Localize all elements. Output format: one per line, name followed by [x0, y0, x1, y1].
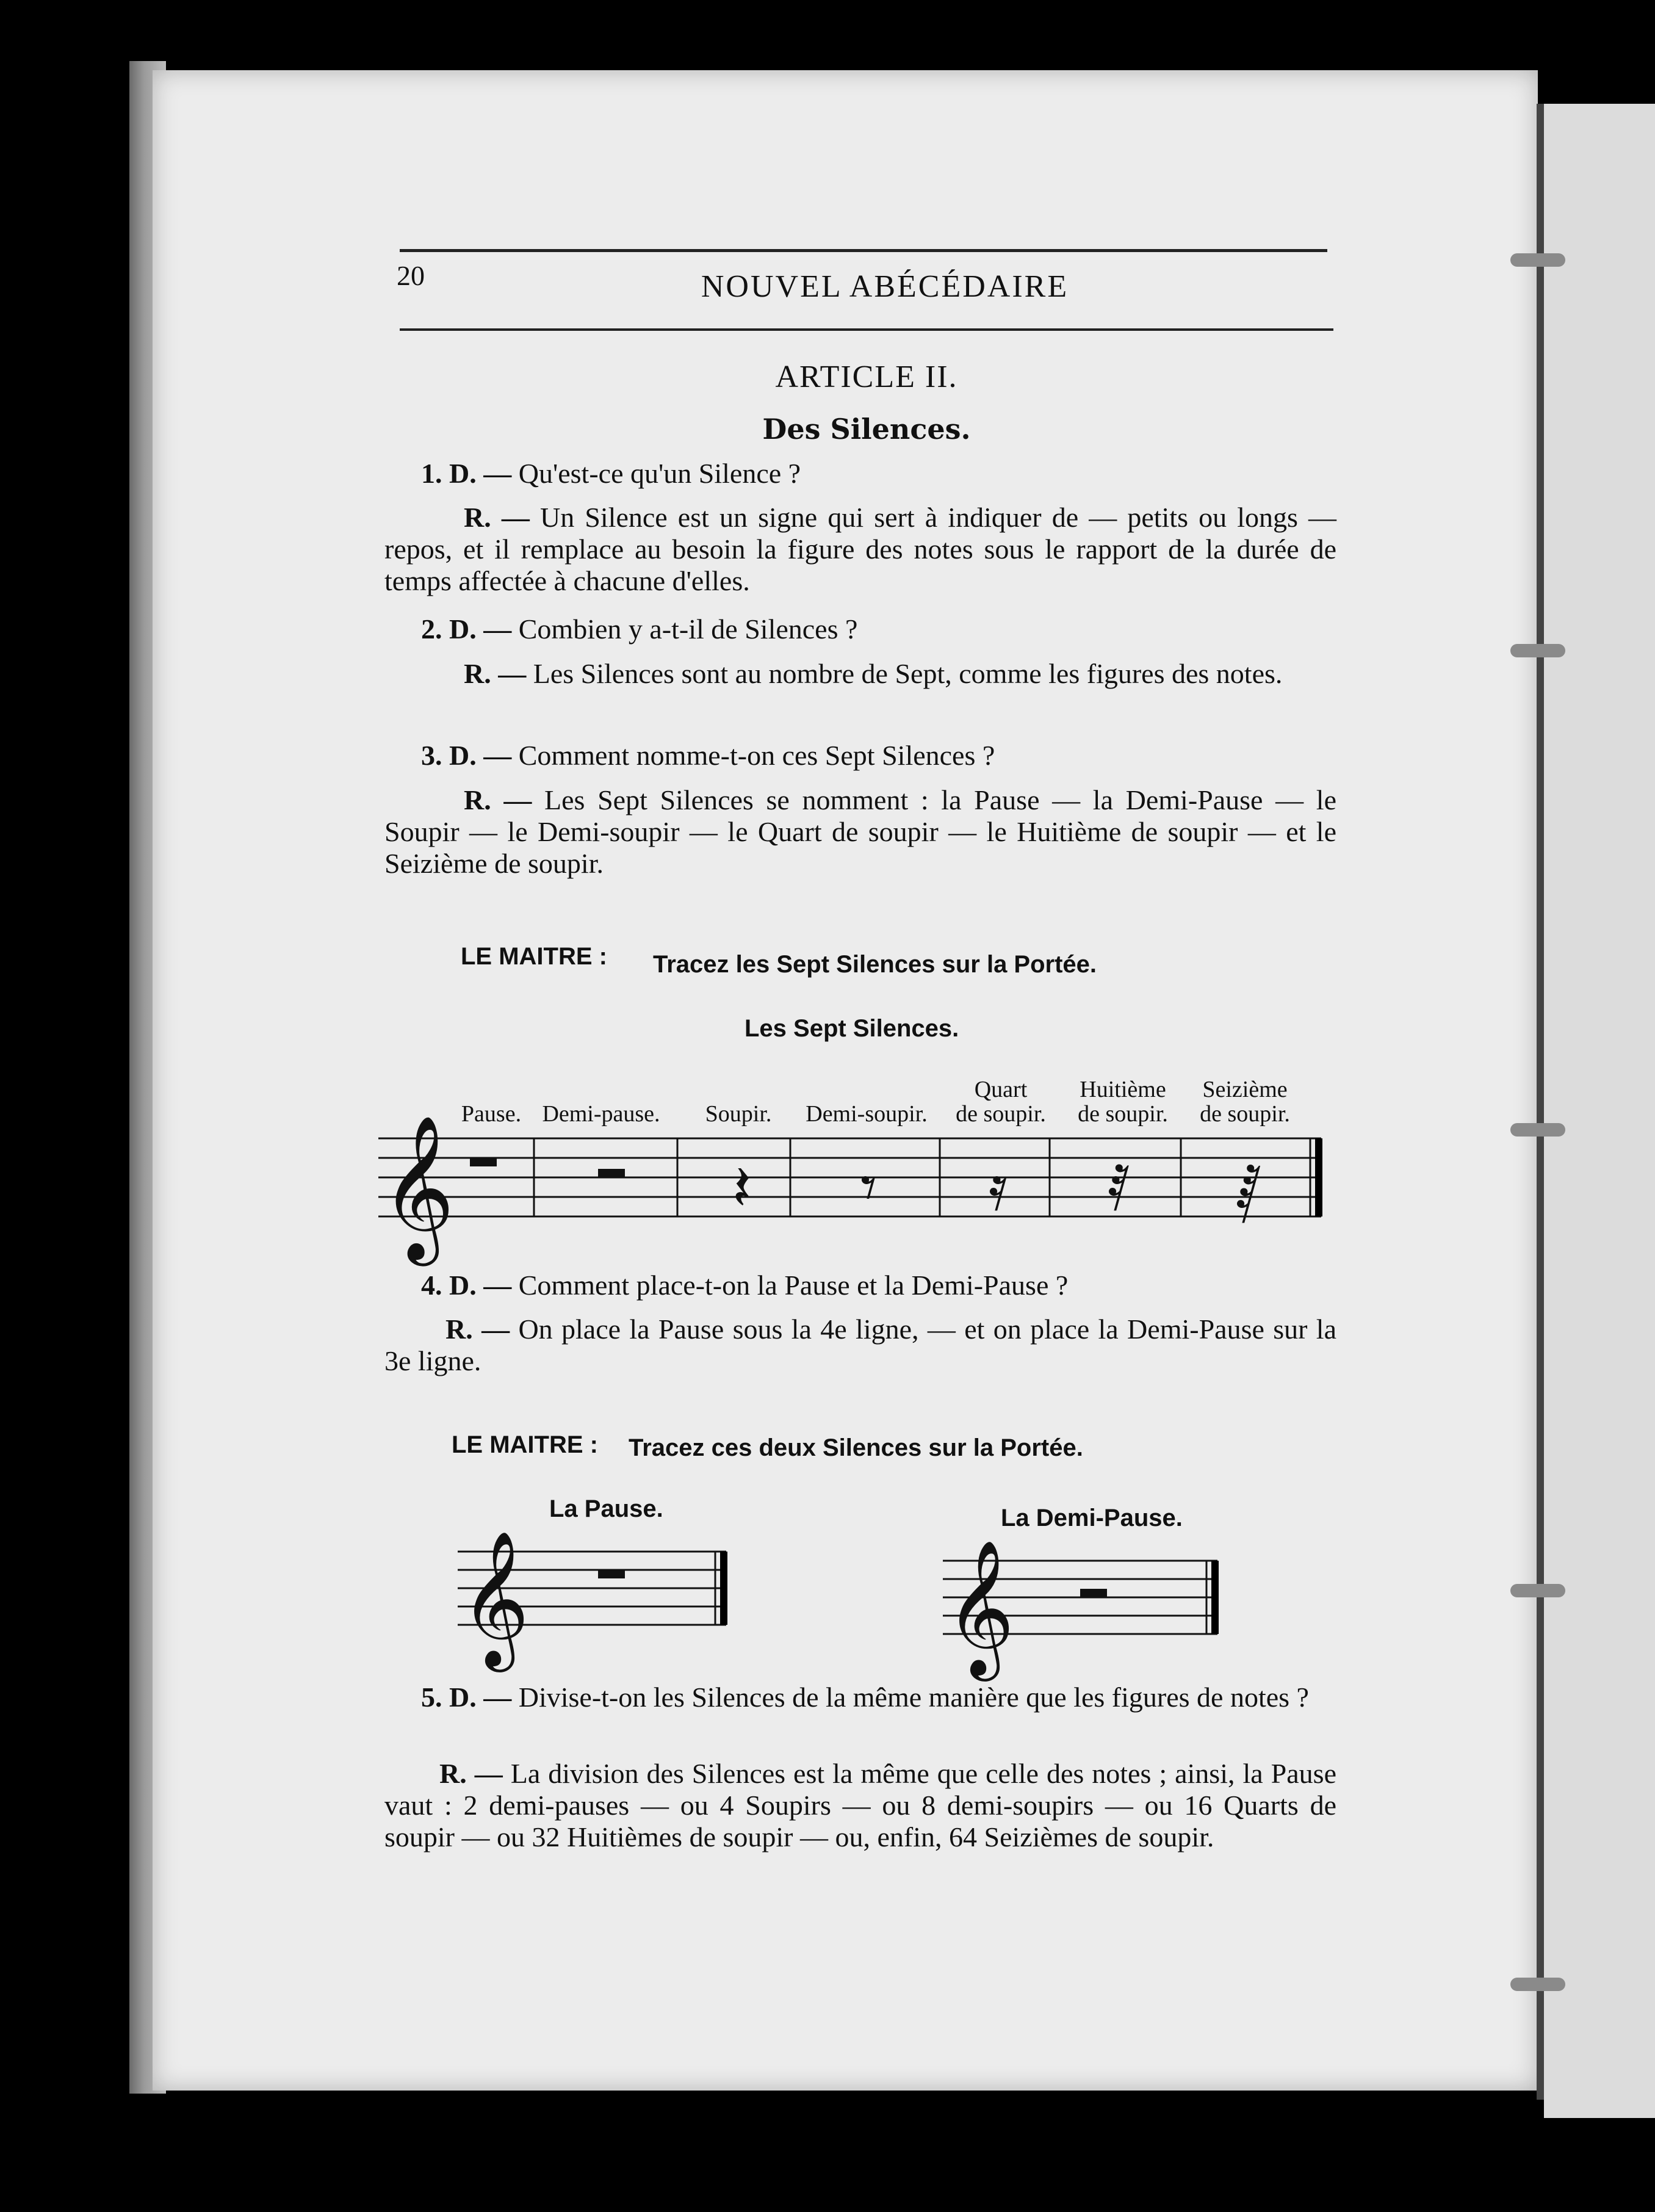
rest-label-line: Pause.	[461, 1101, 522, 1127]
answer-label: R. —	[464, 784, 532, 815]
question-text: Divise-t-on les Silences de la même manière que les figures de notes ?	[518, 1682, 1309, 1713]
treble-clef-icon: 𝄞	[460, 1530, 530, 1666]
rest-label-line: Demi-pause.	[542, 1101, 660, 1127]
rest-label-line	[531, 1077, 671, 1102]
soupir-rest: 𝄽	[732, 1152, 752, 1224]
page-fold	[1537, 104, 1544, 2100]
final-bar	[1211, 1561, 1219, 1634]
rest-label-line: de soupir.	[956, 1101, 1046, 1127]
answer-label: R. —	[439, 1758, 503, 1789]
question-number: 4. D. —	[421, 1270, 512, 1301]
question-text: Comment nomme-t-on ces Sept Silences ?	[518, 740, 995, 771]
pause-staff	[458, 1530, 738, 1666]
final-bar	[720, 1552, 727, 1625]
rest-label-line: Soupir.	[705, 1101, 772, 1127]
rest-label-line	[790, 1077, 943, 1102]
answer-label: R. —	[464, 502, 530, 533]
answer-1	[384, 502, 1336, 597]
question-3	[384, 740, 1336, 772]
rest-label	[531, 1077, 671, 1126]
answer-text: Un Silence est un signe qui sert à indiquer de — petits ou longs — repos, et il remplace au besoin la figure des notes sous le rapport de la durée de temps affectée à chacune d'elles.	[384, 502, 1337, 596]
demi-soupir-rest: 𝄾	[860, 1152, 878, 1224]
rest-label	[1184, 1077, 1306, 1126]
answer-text: Les Sept Silences se nomment : la Pause — la Demi-Pause — le Soupir — le Demi-soupir — le Quart de soupir — le Huitième de soupir — et le Seizième de soupir.	[384, 784, 1336, 879]
seven-rests-staff	[378, 1115, 1330, 1260]
next-page-edge	[1544, 104, 1655, 2118]
question-text: Comment place-t-on la Pause et la Demi-Pause ?	[518, 1270, 1069, 1301]
answer-label: R. —	[464, 658, 527, 689]
pause-rest	[470, 1158, 497, 1166]
rest-label	[439, 1077, 543, 1126]
answer-text: Les Silences sont au nombre de Sept, comme les figures des notes.	[533, 658, 1283, 689]
rest-label-line: Seizième	[1202, 1077, 1288, 1102]
final-bar	[1315, 1138, 1322, 1216]
rest-label	[943, 1077, 1059, 1126]
article-subtitle: Des Silences.	[762, 413, 971, 446]
answer-2	[384, 658, 1336, 690]
exercise-2-label: LE MAITRE :	[452, 1431, 598, 1458]
question-text: Qu'est-ce qu'un Silence ?	[518, 458, 801, 489]
binding-ring	[1510, 1584, 1565, 1597]
rest-label	[693, 1077, 784, 1126]
quart-de-soupir-rest: 𝄿	[989, 1152, 1008, 1224]
rest-label-line: de soupir.	[1078, 1101, 1168, 1127]
demi-pause-rest	[1080, 1589, 1107, 1597]
demi-pause-rest	[598, 1169, 625, 1177]
page-number: 20	[397, 260, 425, 291]
answer-3	[384, 784, 1336, 880]
rest-label	[1062, 1077, 1184, 1126]
question-4	[384, 1270, 1336, 1301]
treble-clef-icon: 𝄞	[381, 1115, 455, 1260]
answer-label: R. —	[445, 1314, 510, 1345]
demi-pause-caption: La Demi-Pause.	[1001, 1505, 1183, 1531]
demi-pause-staff	[943, 1539, 1224, 1675]
binding-ring	[1510, 1123, 1565, 1137]
seizieme-de-soupir-rest: 𝅁	[1236, 1152, 1261, 1224]
question-2	[384, 613, 1336, 645]
answer-text: On place la Pause sous la 4e ligne, — et on place la Demi-Pause sur la 3e ligne.	[384, 1314, 1337, 1376]
rest-label-line	[693, 1077, 784, 1102]
answer-text: La division des Silences est la même que celle des notes ; ainsi, la Pause vaut : 2 demi-pauses — ou 4 Soupirs — ou 8 demi-soupirs — ou 16 Quarts de soupir — ou 32 Huitièmes de soupir — ou, enfin, 64 Seizièmes de soupir.	[384, 1758, 1336, 1852]
header-rule-top	[400, 249, 1327, 252]
exercise-1-text: Tracez les Sept Silences sur la Portée.	[653, 951, 1097, 978]
answer-5	[384, 1758, 1336, 1853]
binding-ring	[1510, 644, 1565, 657]
rest-label	[790, 1077, 943, 1126]
question-number: 5. D. —	[421, 1682, 512, 1713]
treble-clef-icon: 𝄞	[945, 1539, 1015, 1675]
question-5	[384, 1682, 1336, 1713]
question-number: 1. D. —	[421, 458, 512, 489]
rest-label-line: Huitième	[1080, 1077, 1166, 1102]
exercise-1-label: LE MAITRE :	[461, 943, 607, 970]
question-text: Combien y a-t-il de Silences ?	[518, 613, 858, 645]
binding-ring	[1510, 1978, 1565, 1991]
question-1	[384, 458, 1336, 490]
binding-ring	[1510, 253, 1565, 267]
pause-rest	[598, 1570, 625, 1578]
header-rule-bottom	[400, 328, 1333, 331]
running-title: NOUVEL ABÉCÉDAIRE	[701, 269, 1069, 304]
question-number: 3. D. —	[421, 740, 512, 771]
rest-label-line	[439, 1077, 543, 1102]
article-title: ARTICLE II.	[775, 360, 958, 394]
question-number: 2. D. —	[421, 613, 512, 645]
pause-caption: La Pause.	[549, 1495, 663, 1522]
rest-label-line: Demi-soupir.	[806, 1101, 928, 1127]
exercise-2-text: Tracez ces deux Silences sur la Portée.	[629, 1434, 1083, 1461]
answer-4	[384, 1314, 1336, 1377]
huitieme-de-soupir-rest: 𝅀	[1108, 1152, 1131, 1224]
rest-label-line: de soupir.	[1200, 1101, 1290, 1127]
rest-label-line: Quart	[974, 1077, 1028, 1102]
exercise-1-caption: Les Sept Silences.	[745, 1015, 959, 1042]
